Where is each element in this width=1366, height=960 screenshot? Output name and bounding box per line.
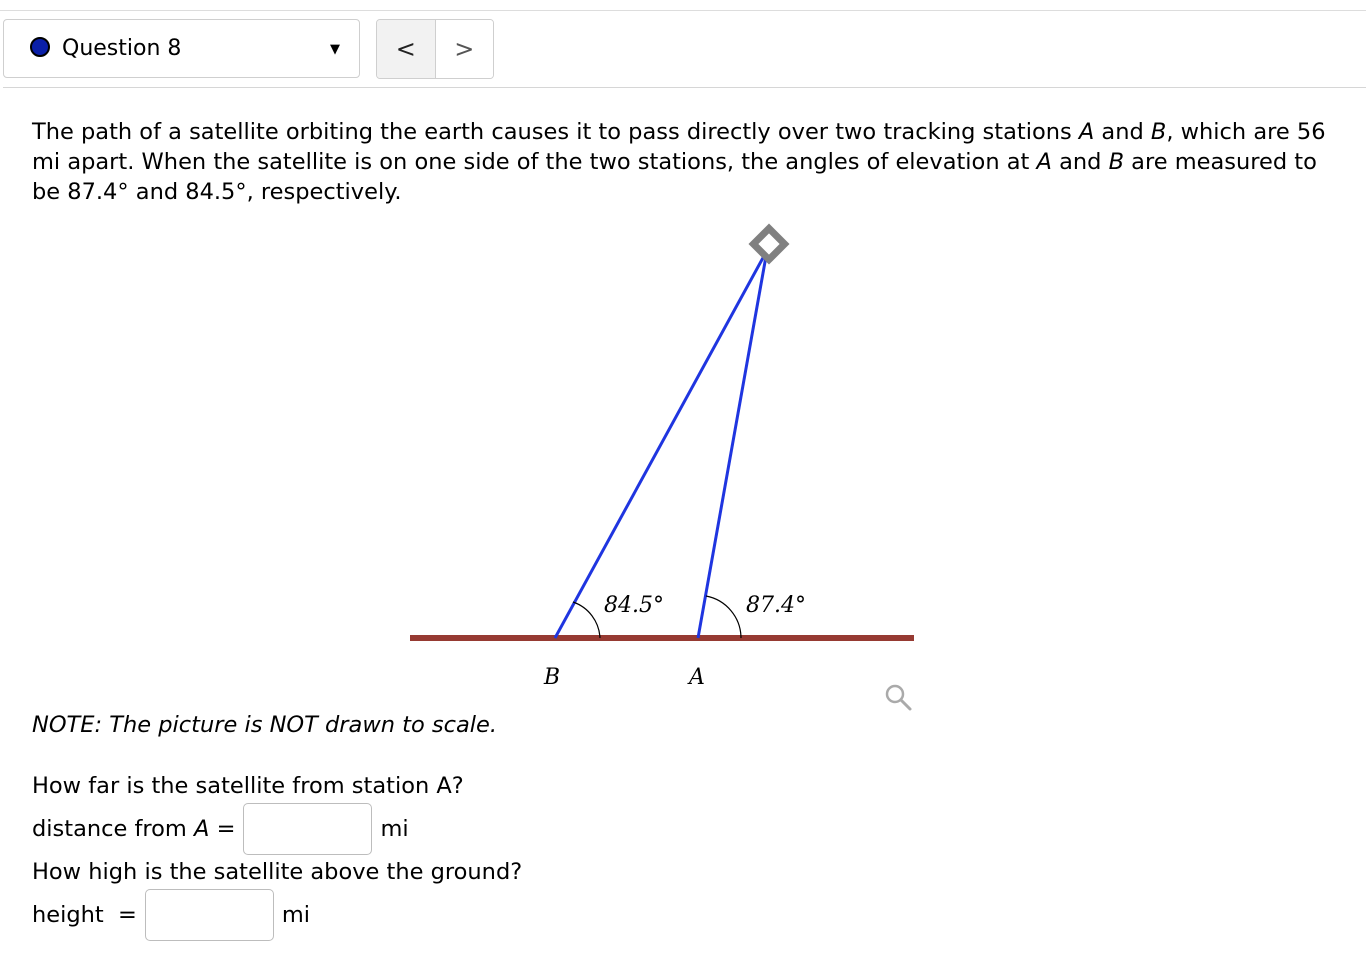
satellite-icon xyxy=(753,228,784,259)
question-var-b: B xyxy=(1108,149,1124,175)
question-text-part: are measured to be 87.4° and 84.5°, respectively. xyxy=(32,149,1317,205)
next-question-button[interactable]: > xyxy=(436,20,494,78)
station-label-b: B xyxy=(543,665,561,690)
previous-question-button[interactable]: < xyxy=(377,20,436,78)
status-dot-icon xyxy=(30,37,50,57)
question-text xyxy=(32,117,1332,207)
height-answer-row xyxy=(32,889,310,941)
header-divider xyxy=(3,87,1366,88)
question-text-part: The path of a satellite orbiting the earth causes it to pass directly over two tracking stations xyxy=(32,119,1079,145)
question-selector[interactable] xyxy=(3,19,360,78)
sight-line-a xyxy=(698,245,768,638)
caret-down-icon: ▼ xyxy=(330,42,340,57)
sight-line-b xyxy=(555,245,770,638)
angle-arc-a xyxy=(706,596,741,638)
height-label: height = xyxy=(32,902,137,928)
height-input[interactable] xyxy=(145,889,274,941)
distance-label-var: A xyxy=(194,816,210,842)
distance-answer-row xyxy=(32,803,409,855)
height-unit: mi xyxy=(281,902,311,928)
satellite-diagram xyxy=(380,220,940,720)
question-selector-label: Question 8 xyxy=(62,36,182,61)
question-var-b: B xyxy=(1150,119,1167,145)
top-divider xyxy=(0,10,1366,11)
station-label-a: A xyxy=(689,665,705,690)
zoom-icon[interactable] xyxy=(887,686,910,709)
question-nav xyxy=(376,19,494,79)
angle-label-b: 84.5° xyxy=(604,593,664,618)
distance-label-text: distance from xyxy=(32,816,195,842)
question-height-prompt: How high is the satellite above the ground? xyxy=(32,859,523,885)
question-text-part: and xyxy=(1094,119,1151,145)
distance-input[interactable] xyxy=(243,803,372,855)
distance-label xyxy=(32,816,235,842)
angle-label-a: 87.4° xyxy=(746,593,806,618)
question-var-a: A xyxy=(1078,119,1095,145)
question-distance-prompt: How far is the satellite from station A? xyxy=(32,773,464,799)
distance-label-equals: = xyxy=(209,816,236,842)
question-text-part: , which are 56 mi apart. When the satellite is on one side of the two stations, the angles of elevation at xyxy=(32,119,1326,175)
scale-note: NOTE: The picture is NOT drawn to scale. xyxy=(32,712,498,738)
distance-unit: mi xyxy=(380,816,409,842)
angle-arc-b xyxy=(573,602,600,638)
question-text-part: and xyxy=(1051,149,1109,175)
question-var-a: A xyxy=(1036,149,1052,175)
